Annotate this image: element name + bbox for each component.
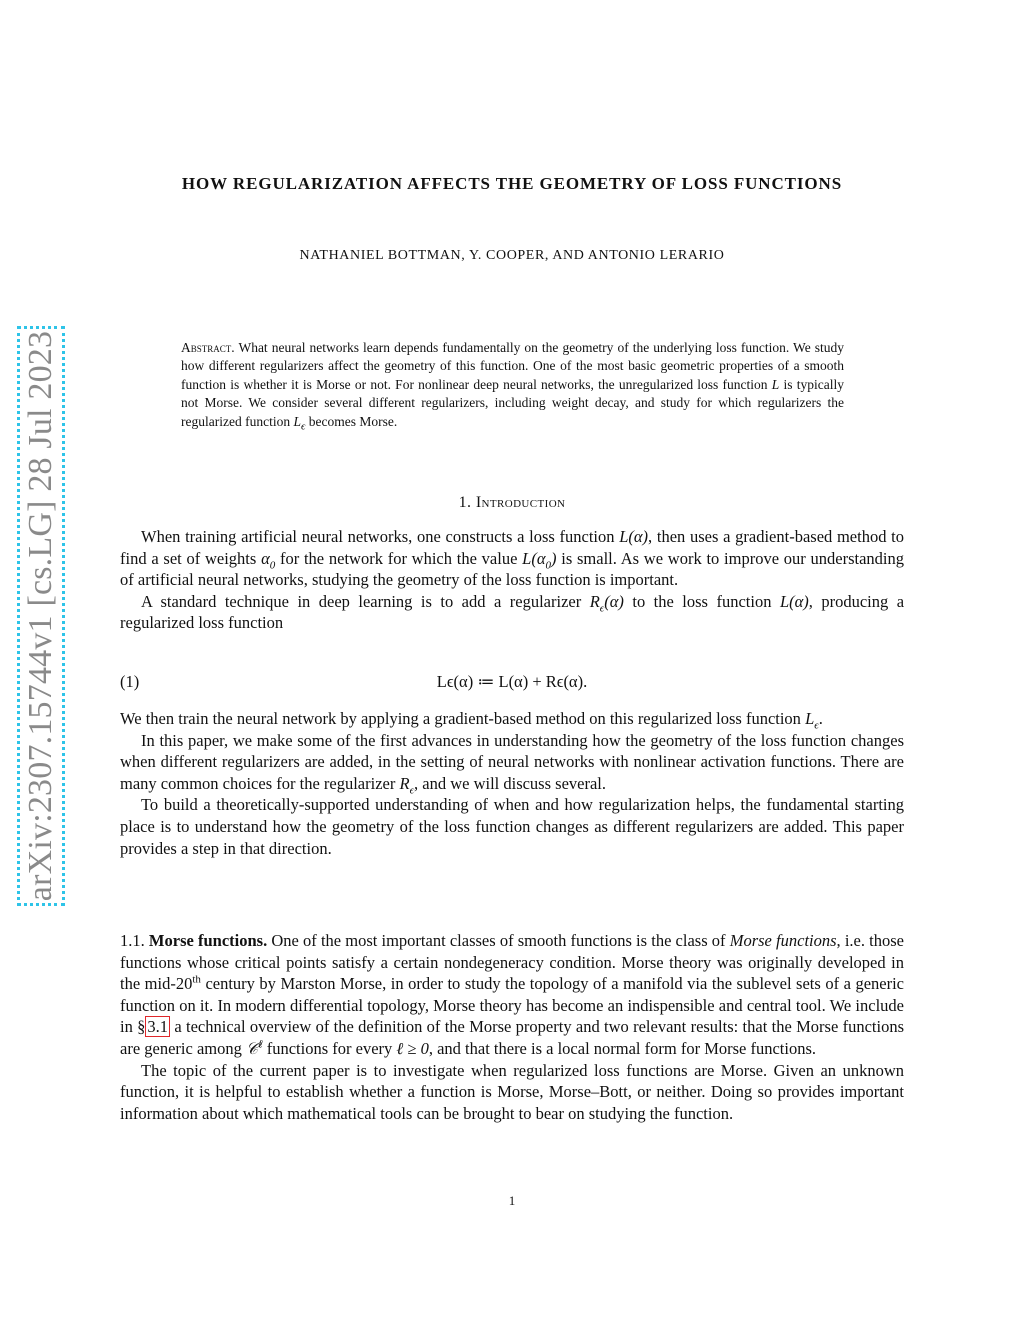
paragraph: The topic of the current paper is to investigate when regularized loss functions are Morse. Given an unknown function, it is helpful to establish whether a function is Morse, Morse–Bott, or neither. Doing so provides important information about which mathematical tools can be brought to bear on studying the function. <box>120 1060 904 1123</box>
paragraph: A standard technique in deep learning is to add a regularizer $R_\epsilon(\alpha)$ to the loss function L(α), producing a regularized loss function <box>120 591 905 633</box>
math-L-epsilon: $L_\epsilon$ <box>293 413 306 433</box>
paragraph: When training artificial neural networks, one constructs a loss function L(α), then uses a gradient-based method to find a set of weights $\alpha_0$ for the network for which the value $L(\alpha_0)$ is small. As we work to improve our understanding of artificial neural networks, studying the geometry of the loss function is important. <box>120 527 904 590</box>
abstract <box>181 339 844 431</box>
paragraph: 1.1. Morse functions. One of the most important classes of smooth functions is the class of Morse functions, i.e. those functions whose critical points satisfy a certain nondegeneracy condition. Morse theory was originally developed in the mid-20th century by Marston Morse, in order to study the topology of a manifold via the sublevel sets of a generic function on it. In modern differential topology, Morse theory has become an indispensible and central tool. We include in § 3.1 a technical overview of the definition of the Morse property and two relevant results: that the Morse functions are generic among 𝒞$^\ell$ functions for every ℓ ≥ 0, and that there is a local normal form for Morse functions. <box>120 931 904 1058</box>
subsection-title: Morse functions. <box>148 931 268 950</box>
section-title: Introduction <box>475 494 566 511</box>
subsection-number: 1.1. <box>120 931 145 950</box>
abstract-text-1: What neural networks learn depends fundamentally on the geometry of the underlying loss function. We study how different regularizers affect the geometry of this function. One of the most basic geometric properties of a smooth function is whether it is Morse or not. For nonlinear deep neural networks, the unregularized loss function <box>181 340 844 392</box>
subsection-morse-functions <box>120 930 904 1124</box>
paragraph: To build a theoretically-supported understanding of when and how regularization helps, the fundamental starting place is to understand how the geometry of the loss function changes as different regularizers are added. This paper provides a step in that direction. <box>120 795 904 858</box>
equation-number: (1) <box>120 672 140 691</box>
paper-title: HOW REGULARIZATION AFFECTS THE GEOMETRY OF LOSS FUNCTIONS <box>181 174 843 193</box>
intro-block-2 <box>120 708 904 859</box>
arxiv-identifier[interactable]: arXiv:2307.15744v1 [cs.LG] 28 Jul 2023 <box>22 330 59 902</box>
equation-1 <box>120 672 904 694</box>
abstract-label: Abstract. <box>181 340 235 355</box>
paper-authors: NATHANIEL BOTTMAN, Y. COOPER, AND ANTONIO LERARIO <box>299 248 725 263</box>
section-number: 1. <box>458 494 472 511</box>
section-3-1-link[interactable]: 3.1 <box>147 1017 169 1037</box>
arxiv-stamp[interactable] <box>17 326 65 906</box>
abstract-text-3: becomes Morse. <box>308 413 398 429</box>
math-L: L <box>771 376 780 392</box>
section-heading-introduction <box>120 494 904 512</box>
equation-body: Lϵ(α) ≔ L(α) + Rϵ(α). <box>436 672 588 691</box>
paragraph: We then train the neural network by applying a gradient-based method on this regularized loss function $L_\epsilon$. <box>120 709 823 732</box>
paragraph: In this paper, we make some of the first advances in understanding how the geometry of the loss function changes when different regularizers are added, in the setting of neural networks with nonlinear activation functions. There are many common choices for the regularizer $R_\epsilon$, and we will discuss several. <box>120 730 904 797</box>
intro-block-1 <box>120 526 904 634</box>
page-number: 1 <box>508 1193 516 1208</box>
abstract-text-2: is typically not Morse. We consider several different regularizers, including weight decay, and study for which regularizers the regularized function <box>181 376 844 429</box>
